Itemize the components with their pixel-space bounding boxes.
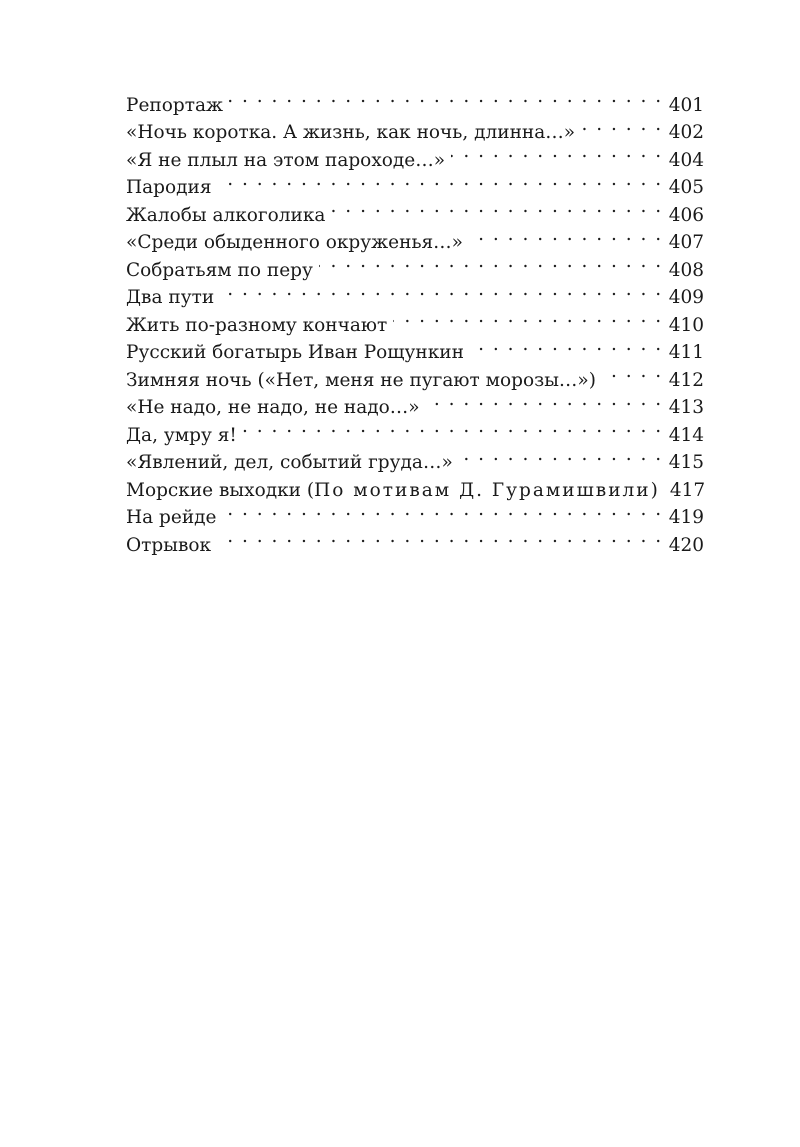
toc-entry-title-start: Морские выходки (	[126, 479, 315, 501]
toc-entry-title: «Среди обыденного окруженья…»	[126, 232, 464, 253]
toc-entry-page: 405	[668, 177, 704, 198]
toc-entry-page: 414	[668, 424, 704, 446]
toc-entry-title: Два пути	[126, 287, 215, 308]
toc-entry-title-spaced: По мотивам Д. Гурамишвили	[314, 479, 651, 501]
toc-entry-title: Собратьям по перу	[126, 259, 313, 281]
toc-entry-title: Пародия	[126, 177, 212, 198]
toc-entry-title: «Не надо, не надо, не надо…»	[126, 397, 420, 418]
toc-dot-leader	[393, 303, 662, 331]
toc-entry-page: 409	[668, 287, 704, 308]
toc-entry-title: Русский богатырь Иван Рощункин	[126, 342, 464, 363]
toc-entry-title: На рейде	[126, 507, 217, 528]
toc-entry-title: Жалобы алкоголика	[126, 204, 326, 226]
toc-dot-leader	[426, 386, 663, 414]
toc-dot-leader	[469, 221, 663, 249]
toc-entry-title: Зимняя ночь («Нет, меня не пугают морозы…»)	[126, 369, 596, 391]
toc-dot-leader	[220, 276, 663, 304]
toc-dot-leader	[223, 496, 663, 524]
toc-entry-page: 408	[668, 259, 704, 281]
toc-dot-leader	[218, 166, 663, 194]
toc-entry-title-end: )	[650, 479, 658, 501]
toc-entry-page: 404	[668, 149, 704, 171]
toc-entry-page: 401	[668, 94, 704, 116]
toc-dot-leader	[243, 413, 663, 441]
toc-dot-leader	[229, 83, 663, 111]
toc-entry-page: 411	[668, 342, 704, 363]
toc-entry-page: 419	[668, 507, 704, 528]
toc-entry-title: «Явлений, дел, событий груда…»	[126, 452, 453, 473]
toc-dot-leader	[470, 331, 663, 359]
toc-entry	[126, 83, 704, 116]
toc-entry-title: «Я не плыл на этом пароходе…»	[126, 149, 446, 171]
toc-dot-leader	[459, 441, 663, 469]
toc-dot-leader	[451, 138, 663, 166]
toc-entry-page: 420	[668, 534, 704, 556]
toc-entry-page: 407	[668, 232, 704, 253]
toc-entry-title: Репортаж	[126, 94, 223, 116]
toc-entry-title: Жить по-разному кончают	[126, 314, 388, 336]
toc-dot-leader	[331, 193, 662, 221]
toc-dot-leader	[581, 111, 663, 139]
toc-entry-title: Да, умру я!	[126, 424, 237, 446]
toc-dot-leader	[319, 248, 663, 276]
table-of-contents	[126, 83, 706, 556]
toc-entry-page: 413	[668, 397, 704, 418]
toc-entry-page: 410	[668, 314, 704, 336]
toc-entry-title: «Ночь коротка. А жизнь, как ночь, длинна…»	[126, 122, 576, 143]
toc-entry-title: Отрывок	[126, 534, 212, 556]
toc-dot-leader	[217, 523, 663, 551]
toc-entry-page: 417	[669, 479, 706, 501]
toc-entry-page: 406	[668, 204, 704, 226]
toc-entry-page: 415	[668, 452, 704, 473]
toc-entry-page: 402	[668, 122, 704, 143]
toc-dot-leader	[602, 358, 663, 386]
toc-entry	[126, 193, 704, 226]
toc-entry-page: 412	[668, 369, 704, 391]
